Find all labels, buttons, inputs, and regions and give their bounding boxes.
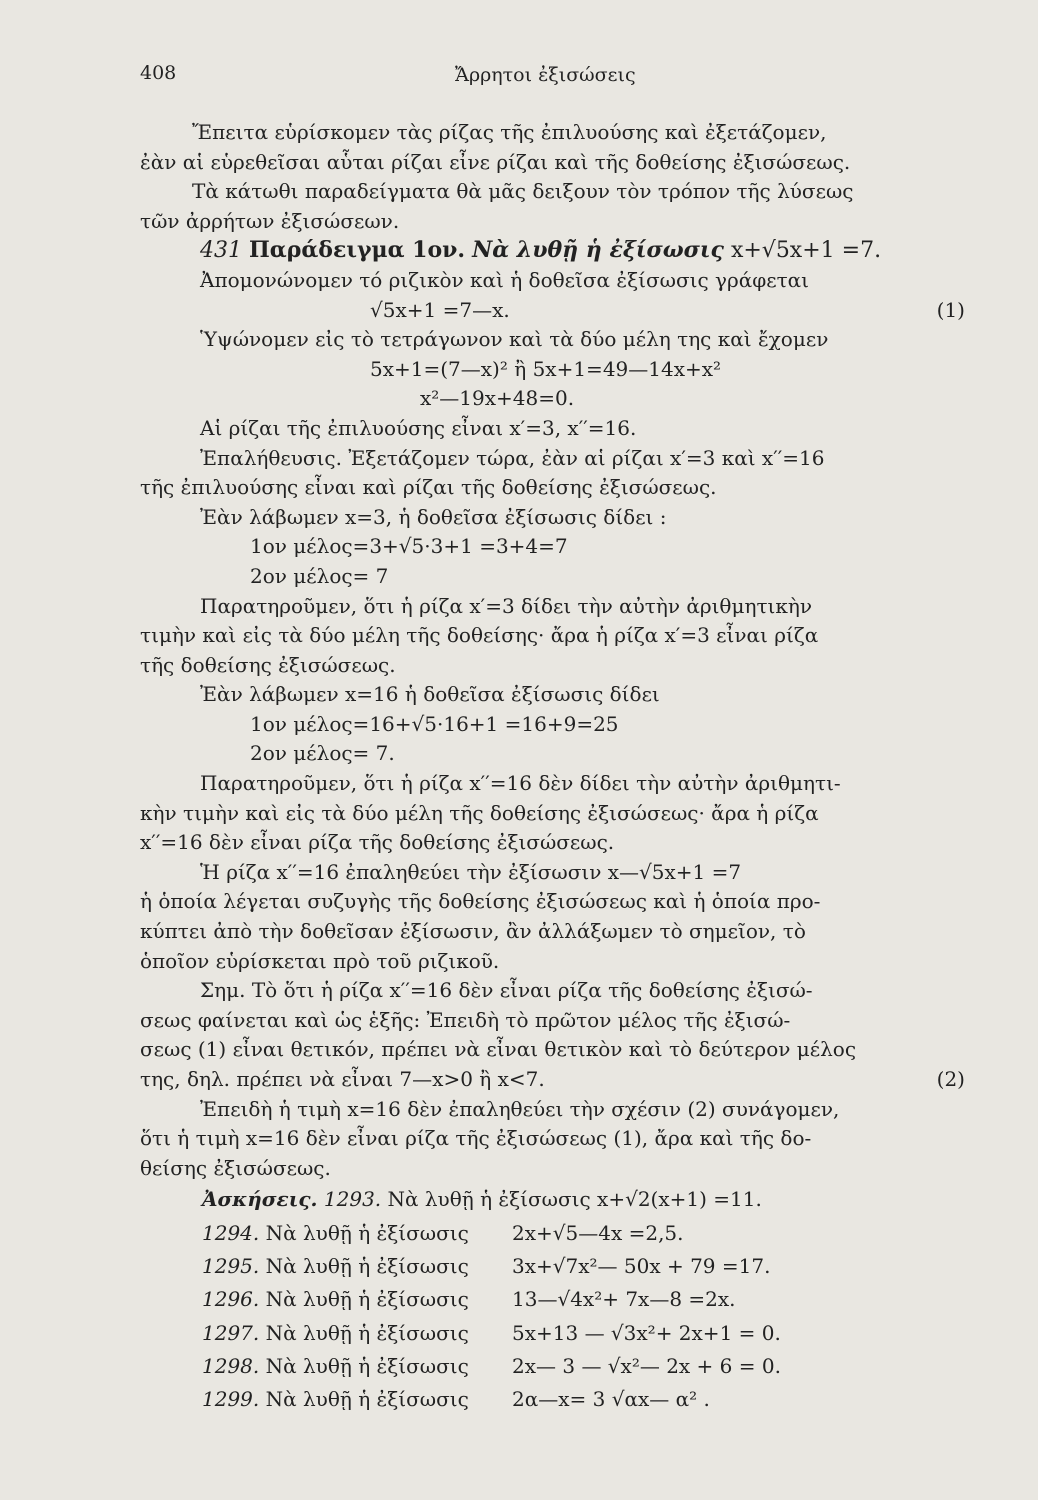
exercise-text: Νὰ λυθῇ ἡ ἐξίσωσις [387, 1187, 591, 1212]
text-line: τῆς ἐπιλυούσης εἶναι καὶ ρίζαι τῆς δοθείσης ἐξισώσεως. [140, 475, 717, 500]
exercise-number: 1294. [202, 1220, 260, 1245]
exercise-equation: 2x— 3 — √x²— 2x + 6 = 0. [512, 1353, 781, 1378]
example-prompt: Νὰ λυθῇ ἡ ἐξίσωσις [472, 237, 724, 264]
text-line: ὅτι ἡ τιμὴ x=16 δὲν εἶναι ρίζα τῆς ἐξισώσεως (1), ἄρα καὶ τῆς δο- [140, 1126, 812, 1151]
text-line: Τὰ κάτωθι παραδείγματα θὰ μᾶς δειξουν τὸν τρόπον τῆς λύσεως [192, 179, 854, 204]
text-line: Παρατηροῦμεν, ὅτι ἡ ρίζα x′=3 δίδει τὴν αὐτὴν ἀριθμητικὴν [200, 593, 813, 618]
exercise-row [140, 1383, 965, 1416]
exercises-heading: Ἀσκήσεις. [202, 1187, 318, 1212]
exercise-text: Νὰ λυθῇ ἡ ἐξίσωσις [265, 1353, 469, 1378]
example-number: 431 [200, 238, 242, 264]
equation-line: 2ον μέλος= 7. [250, 741, 395, 766]
equation-number: (1) [936, 297, 965, 322]
running-title: Ἄρρητοι ἐξισώσεις [455, 64, 636, 86]
exercise-text: Νὰ λυθῇ ἡ ἐξίσωσις [265, 1287, 469, 1312]
exercise-text: Νὰ λυθῇ ἡ ἐξίσωσις [265, 1220, 469, 1245]
exercise-row [140, 1350, 965, 1383]
text-line: τῆς δοθείσης ἐξισώσεως. [140, 652, 396, 677]
exercise-number: 1297. [202, 1320, 260, 1345]
running-header [140, 56, 960, 92]
exercise-equation: 13—√4x²+ 7x—8 =2x. [512, 1287, 736, 1312]
exercise-equation: 2x+√5—4x =2,5. [512, 1220, 684, 1245]
equation-line: 1ον μέλος=16+√5·16+1 =16+9=25 [250, 711, 619, 736]
equation-number: (2) [936, 1067, 965, 1091]
exercise-row [140, 1317, 965, 1350]
text-line: Ἡ ρίζα x′′=16 ἐπαληθεύει τὴν ἐξίσωσιν x—√5x+1 =7 [200, 859, 742, 884]
equation: √5x+1 =7—x. [370, 297, 510, 322]
exercise-equation: x+√2(x+1) =11. [597, 1187, 762, 1212]
exercise-row [140, 1283, 965, 1316]
exercise-number: 1295. [202, 1253, 260, 1278]
exercise-row [140, 1183, 965, 1216]
equation-line: 5x+1=(7—x)² ἢ 5x+1=49—14x+x² [370, 356, 722, 381]
exercise-equation: 2α—x= 3 √αx— α² . [512, 1387, 710, 1412]
equation-line [140, 1065, 965, 1095]
text-line: σεως (1) εἶναι θετικόν, πρέπει νὰ εἶναι θετικὸν καὶ τὸ δεύτερον μέλος [140, 1037, 857, 1062]
text-line: Αἱ ρίζαι τῆς ἐπιλυούσης εἶναι x′=3, x′′=16. [200, 415, 637, 440]
exercise-row [140, 1250, 965, 1283]
exercise-number: 1293. [323, 1187, 382, 1212]
text-line: τιμὴν καὶ εἰς τὰ δύο μέλη τῆς δοθείσης· ἄρα ἡ ρίζα x′=3 εἶναι ρίζα [140, 623, 819, 648]
example-equation: x+√5x+1 =7. [730, 238, 882, 264]
text-line: της, δηλ. πρέπει νὰ εἶναι 7—x>0 ἢ x<7. [140, 1067, 545, 1091]
text-line: ἡ ὁποία λέγεται συζυγὴς τῆς δοθείσης ἐξισώσεως καὶ ἡ ὁποία προ- [140, 889, 821, 914]
text-line: κύπτει ἀπὸ τὴν δοθεῖσαν ἐξίσωσιν, ἂν ἀλλάξωμεν τὸ σημεῖον, τὸ [140, 919, 806, 944]
example-title: Παράδειγμα 1ον. [249, 237, 466, 264]
text-line: Ἐὰν λάβωμεν x=3, ἡ δοθεῖσα ἐξίσωσις δίδει : [200, 504, 667, 529]
text-line: Ὑψώνομεν εἰς τὸ τετράγωνον καὶ τὰ δύο μέλη της καὶ ἔχομεν [200, 327, 829, 352]
exercise-number: 1298. [202, 1353, 260, 1378]
exercise-text: Νὰ λυθῇ ἡ ἐξίσωσις [265, 1253, 469, 1278]
equation-line [140, 296, 965, 326]
text-line: Παρατηροῦμεν, ὅτι ἡ ρίζα x′′=16 δὲν δίδει τὴν αὐτὴν ἀριθμητι- [200, 771, 841, 796]
text-line: Ἐπαλήθευσις. Ἐξετάζομεν τώρα, ἐὰν αἱ ρίζαι x′=3 καὶ x′′=16 [200, 445, 825, 470]
text-line: τῶν ἀρρήτων ἐξισώσεων. [140, 208, 400, 233]
equation-line: 2ον μέλος= 7 [250, 563, 389, 588]
text-line: Ἔπειτα εὑρίσκομεν τὰς ρίζας τῆς ἐπιλυούσης καὶ ἐξετάζομεν, [192, 120, 827, 144]
text-line: σεως φαίνεται καὶ ὡς ἑξῆς: Ἐπειδὴ τὸ πρῶτον μέλος τῆς ἐξισώ- [140, 1007, 791, 1032]
text-line: ὁποῖον εὑρίσκεται πρὸ τοῦ ριζικοῦ. [140, 948, 500, 973]
page-number: 408 [140, 62, 177, 84]
text-line: Ἐπειδὴ ἡ τιμὴ x=16 δὲν ἐπαληθεύει τὴν σχέσιν (2) συνάγομεν, [200, 1096, 840, 1121]
page-body [140, 118, 965, 1416]
text-line: κὴν τιμὴν καὶ εἰς τὰ δύο μέλη τῆς δοθείσης ἐξισώσεως· ἄρα ἡ ρίζα [140, 800, 819, 825]
text-line: Σημ. Τὸ ὅτι ἡ ρίζα x′′=16 δὲν εἶναι ρίζα τῆς δοθείσης ἐξισώ- [200, 978, 813, 1003]
text-line: x′′=16 δὲν εἶναι ρίζα τῆς δοθείσης ἐξισώσεως. [140, 830, 615, 855]
exercise-text: Νὰ λυθῇ ἡ ἐξίσωσις [265, 1320, 469, 1345]
exercise-equation: 5x+13 — √3x²+ 2x+1 = 0. [512, 1320, 781, 1345]
exercise-text: Νὰ λυθῇ ἡ ἐξίσωσις [265, 1387, 469, 1412]
equation-line: 1ον μέλος=3+√5·3+1 =3+4=7 [250, 534, 568, 559]
text-line: ἐὰν αἱ εὑρεθεῖσαι αὗται ρίζαι εἶνε ρίζαι καὶ τῆς δοθείσης ἐξισώσεως. [140, 149, 851, 174]
exercise-equation: 3x+√7x²— 50x + 79 =17. [512, 1253, 771, 1278]
example-heading [140, 236, 965, 266]
equation-line: x²—19x+48=0. [420, 386, 575, 411]
text-line: Ἐὰν λάβωμεν x=16 ἡ δοθεῖσα ἐξίσωσις δίδει [200, 682, 660, 707]
exercise-row [140, 1217, 965, 1250]
text-line: θείσης ἐξισώσεως. [140, 1155, 331, 1180]
exercise-number: 1296. [202, 1287, 260, 1312]
text-line: Ἀπομονώνομεν τό ριζικὸν καὶ ἡ δοθεῖσα ἐξίσωσις γράφεται [200, 267, 809, 292]
exercise-number: 1299. [202, 1387, 260, 1412]
